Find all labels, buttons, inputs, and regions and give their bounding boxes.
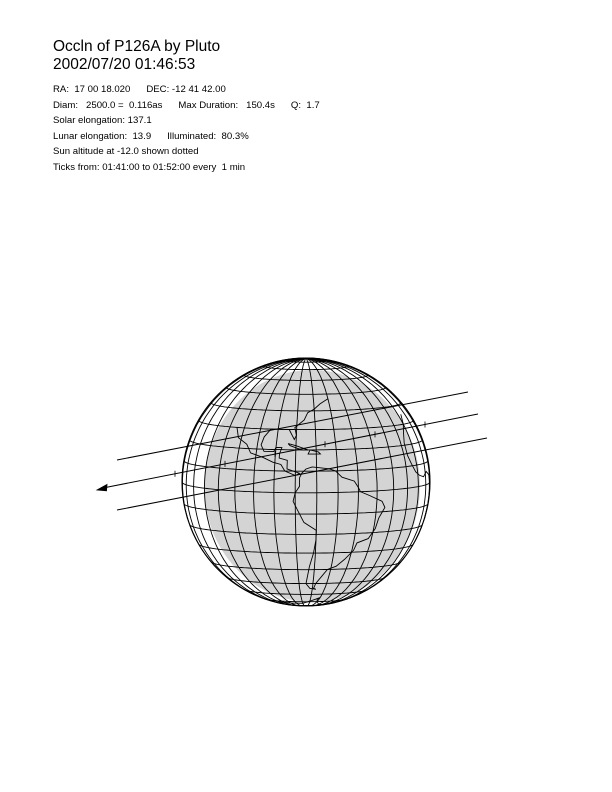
- globe: [182, 358, 430, 606]
- ticks-line: Ticks from: 01:41:00 to 01:52:00 every 1 min: [53, 161, 246, 173]
- diameter-duration-line: Diam: 2500.0 = 0.116as Max Duration: 150.4s Q: 1.7: [53, 99, 320, 111]
- event-datetime: 2002/07/20 01:46:53: [53, 56, 196, 73]
- direction-arrowhead: [97, 485, 107, 491]
- lunar-elongation-line: Lunar elongation: 13.9 Illuminated: 80.3%: [53, 130, 249, 142]
- coordinates-line: RA: 17 00 18.020 DEC: -12 41 42.00: [53, 84, 226, 95]
- event-title: Occln of P126A by Pluto: [53, 38, 221, 55]
- solar-elongation-line: Solar elongation: 137.1: [53, 115, 152, 127]
- sun-altitude-line: Sun altitude at -12.0 shown dotted: [53, 146, 199, 158]
